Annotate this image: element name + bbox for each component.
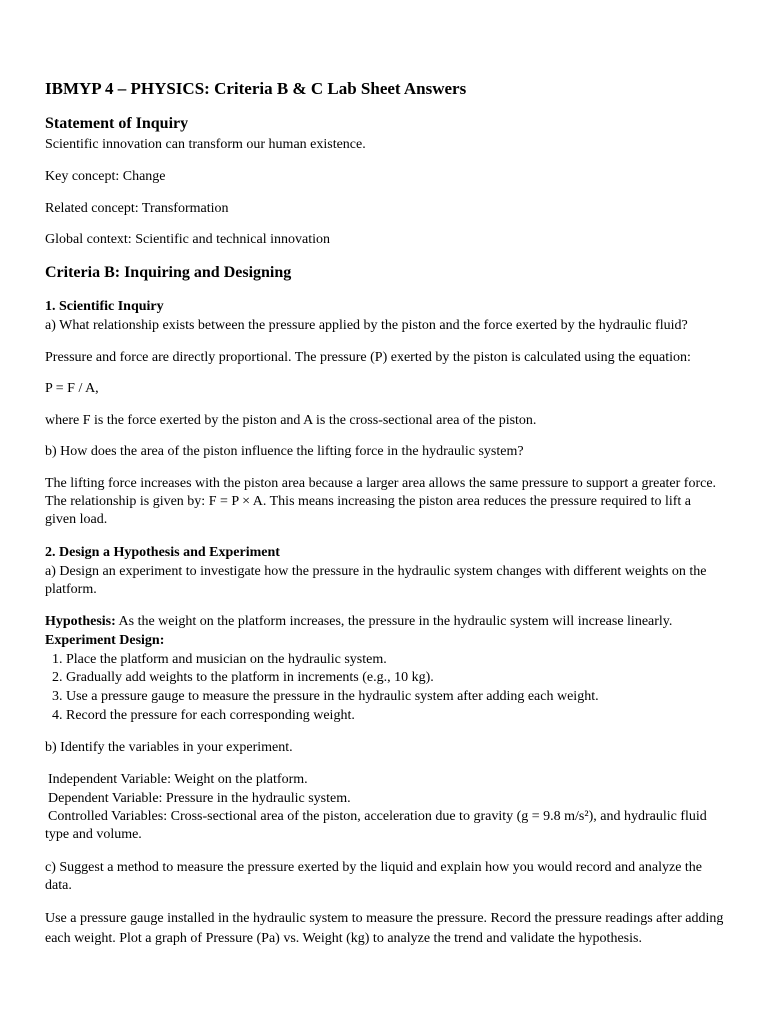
experiment-step: 1. Place the platform and musician on the hydraulic system. — [52, 652, 387, 667]
independent-variable: Independent Variable: Weight on the platform. — [48, 772, 308, 787]
section-1-answer-a: Pressure and force are directly proportional. The pressure (P) exerted by the piston is calculated using the equation: — [45, 350, 691, 365]
soi-heading: Statement of Inquiry — [45, 115, 189, 132]
section-1-answer-b: The lifting force increases with the piston area because a larger area allows the same pressure to support a greater force. The relationship is given by: F = P × A. This means increasing the piston area reduces the pressure required to lift a given load. — [45, 476, 717, 527]
hypothesis — [45, 613, 725, 631]
experiment-step: 2. Gradually add weights to the platform in increments (e.g., 10 kg). — [52, 670, 434, 685]
section-2-question-c: c) Suggest a method to measure the pressure exerted by the liquid and explain how you would record and analyze the data. — [45, 860, 703, 893]
document-title: IBMYP 4 – PHYSICS: Criteria B & C Lab Sheet Answers — [45, 79, 467, 98]
section-1-question-b: b) How does the area of the piston influence the lifting force in the hydraulic system? — [45, 444, 524, 459]
hypothesis-label: Hypothesis: — [45, 614, 116, 629]
experiment-step: 3. Use a pressure gauge to measure the pressure in the hydraulic system after adding each weight. — [52, 689, 599, 704]
controlled-variables: Controlled Variables: Cross-sectional area of the piston, acceleration due to gravity (g = 9.8 m/s²), and hydraulic fluid type and volume. — [45, 809, 707, 842]
section-2-answer-c: Use a pressure gauge installed in the hydraulic system to measure the pressure. Record the pressure readings after adding each weight. Plot a graph of Pressure (Pa) vs. Weight (kg) to analyze the trend and validate the hypothesis. — [45, 911, 724, 946]
section-1-question-a: a) What relationship exists between the pressure applied by the piston and the force exerted by the hydraulic fluid? — [45, 318, 688, 333]
section-2-heading: 2. Design a Hypothesis and Experiment — [45, 545, 280, 560]
dependent-variable: Dependent Variable: Pressure in the hydraulic system. — [48, 791, 351, 806]
section-2-question-b: b) Identify the variables in your experiment. — [45, 740, 293, 755]
experiment-step: 4. Record the pressure for each corresponding weight. — [52, 708, 355, 723]
criteria-b-heading: Criteria B: Inquiring and Designing — [45, 264, 292, 281]
section-1-heading: 1. Scientific Inquiry — [45, 299, 164, 314]
soi-statement: Scientific innovation can transform our human existence. — [45, 137, 366, 152]
hypothesis-text: As the weight on the platform increases, the pressure in the hydraulic system will increase linearly. — [115, 614, 673, 629]
equation-explanation: where F is the force exerted by the piston and A is the cross-sectional area of the piston. — [45, 413, 537, 428]
pressure-equation: P = F / A, — [45, 381, 99, 396]
global-context: Global context: Scientific and technical innovation — [45, 232, 330, 247]
key-concept: Key concept: Change — [45, 169, 166, 184]
experiment-design-label: Experiment Design: — [45, 633, 165, 648]
related-concept: Related concept: Transformation — [45, 201, 229, 216]
section-2-question-a: a) Design an experiment to investigate how the pressure in the hydraulic system changes with different weights on the platform. — [45, 564, 707, 597]
